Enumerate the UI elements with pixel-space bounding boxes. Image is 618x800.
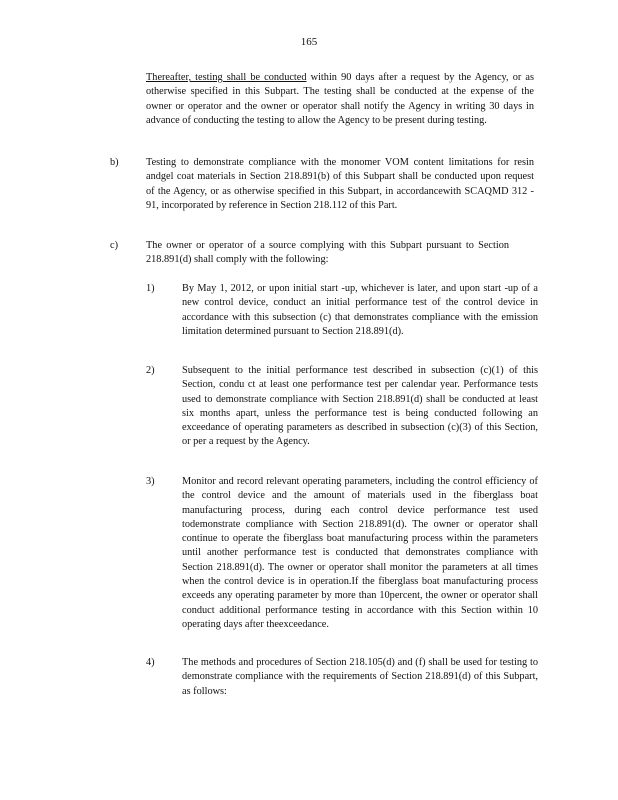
intro-paragraph	[146, 71, 534, 128]
subitem-1-paragraph: By May 1, 2012, or upon initial start -up, whichever is later, and upon start -up of a new control device, conduct an initial performance test of the control device in accordance with this subsection (c) that demonstrates compliance with the emission limitation determined pursuant to Section 218.891(d).	[182, 283, 538, 337]
item-b-paragraph: Testing to demonstrate compliance with the monomer VOM content limitations for resin andgel coat materials in Section 218.891(b) of this Subpart shall be conducted upon request of the Agency, or as otherwise specified in this Subpart, in accordancewith SCAQMD 312 - 91, incorporated by reference in Section 218.112 of this Part.	[146, 157, 534, 211]
page-number: 165	[300, 36, 318, 48]
subitem-4-label: 4)	[146, 657, 155, 668]
item-c-paragraph: The owner or operator of a source complying with this Subpart pursuant to Section 218.891(d) shall comply with the following:	[146, 240, 509, 266]
item-c-label: c)	[110, 240, 118, 251]
intro-underlined-lead: Thereafter, testing shall be conducted	[146, 72, 307, 83]
subitem-2-paragraph: Subsequent to the initial performance test described in subsection (c)(1) of this Section, condu ct at least one performance test per calendar year. Performance tests used to demonstrate compliance with Section 218.891(d) shall be conducted at least six months apart, unless the performance test is being conducted following an exceedance of operating parameters as described in subsection (c)(3) of this Section, or per a request by the Agency.	[182, 365, 538, 448]
intro-text: within 90 days after a request by the Agency, or as otherwise specified in this Subpart. The testing shall be conducted at the expense of the owner or operator and the owner or operator shall notify the Agency in writing 30 days in advance of conducting the testing to allow the Agency to be present during testing.	[146, 72, 534, 126]
item-b-label: b)	[110, 157, 119, 168]
subitem-3-label: 3)	[146, 476, 155, 487]
subitem-3-paragraph: Monitor and record relevant operating parameters, including the control efficiency of the control device and the amount of materials used in the fiberglass boat manufacturing process, during each control device performance test used todemonstrate compliance with Section 218.891(d). The owner or operator shall continue to operate the fiberglass boat manufacturing process within the parameters until another performance test is conducted that demonstrates compliance with Section 218.891(d). The owner or operator shall monitor the parameters at all times when the control device is in operation.If the fiberglass boat manufacturing process exceeds any operating parameter by more than 10percent, the owner or operator shall conduct additional performance testing in accordance with this Section within 10 operating days after theexceedance.	[182, 476, 538, 630]
subitem-1-label: 1)	[146, 283, 155, 294]
subitem-2-label: 2)	[146, 365, 155, 376]
subitem-4-paragraph: The methods and procedures of Section 218.105(d) and (f) shall be used for testing to demonstrate compliance with the requirements of Section 218.891(d) of this Subpart, as follows:	[182, 657, 538, 697]
